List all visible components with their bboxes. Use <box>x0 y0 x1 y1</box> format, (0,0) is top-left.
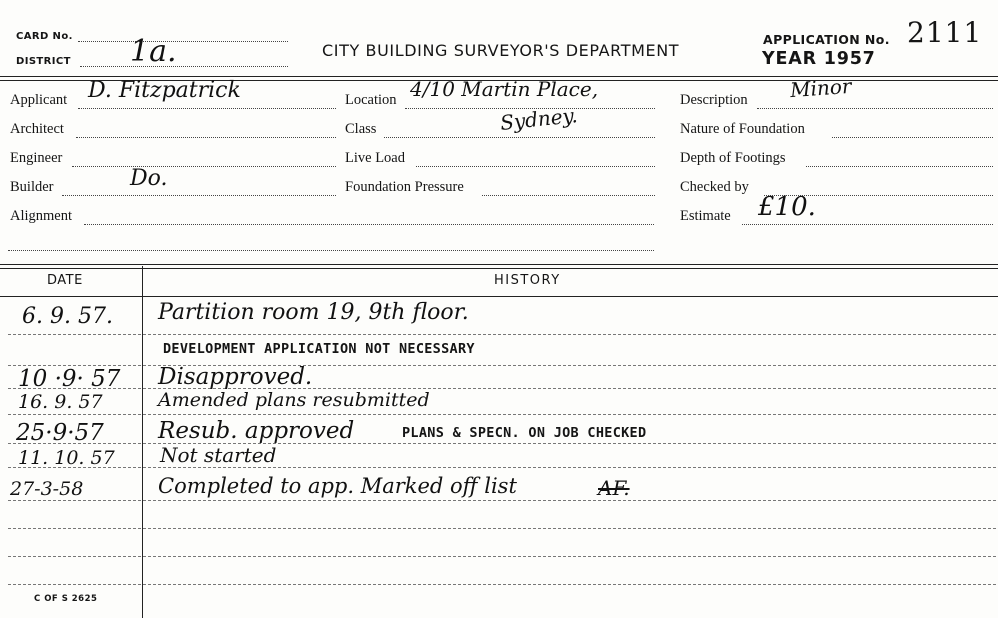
table-column-divider <box>142 266 143 618</box>
ruled-line <box>8 500 996 501</box>
table-row-history: Disapproved. <box>158 364 313 390</box>
ruled-line <box>8 584 996 585</box>
builder-line <box>62 195 336 196</box>
table-row-date: 6. 9. 57. <box>22 304 113 329</box>
engineer-line <box>72 166 336 167</box>
card-no-label: CARD No. <box>16 31 73 42</box>
ruled-line <box>8 334 996 335</box>
builder-label: Builder <box>10 179 54 195</box>
initials-mark: AF. <box>598 476 630 500</box>
table-row-date: 16. 9. 57 <box>18 391 103 413</box>
table-row-date: 10 ·9· 57 <box>18 366 121 392</box>
table-row-history: Not started <box>160 443 277 467</box>
applicant-line <box>78 108 336 109</box>
alignment-label: Alignment <box>10 208 73 224</box>
estimate-line <box>742 224 993 225</box>
description-line <box>757 108 993 109</box>
foundation-pressure-line <box>482 195 655 196</box>
table-row-history: Resub. approved <box>158 418 355 444</box>
district-line <box>80 66 288 67</box>
checked-by-label: Checked by <box>680 179 749 195</box>
ruled-line <box>8 443 996 444</box>
table-row-history: Completed to app. Marked off list <box>158 474 517 498</box>
ruled-line <box>8 556 996 557</box>
plans-checked-stamp: PLANS & SPECN. ON JOB CHECKED <box>402 425 647 441</box>
class-line <box>384 137 655 138</box>
engineer-label: Engineer <box>10 150 63 166</box>
card-no-line <box>78 41 288 42</box>
live-load-line <box>416 166 655 167</box>
header-underline <box>0 296 998 297</box>
table-top-rule <box>0 264 998 265</box>
development-stamp: DEVELOPMENT APPLICATION NOT NECESSARY <box>163 341 475 357</box>
live-load-label: Live Load <box>345 150 405 166</box>
description-label: Description <box>680 92 748 108</box>
application-no-label: APPLICATION No. <box>763 32 890 47</box>
extra-line <box>8 250 654 251</box>
ruled-line <box>8 388 996 389</box>
estimate-value: £10. <box>758 192 816 222</box>
ruled-line <box>8 365 996 366</box>
estimate-label: Estimate <box>680 208 731 224</box>
location-value-2: Sydney. <box>498 103 579 135</box>
table-row-date: 11. 10. 57 <box>18 447 115 469</box>
form-code: C OF S 2625 <box>34 594 98 604</box>
ruled-line <box>8 467 996 468</box>
depth-of-footings-label: Depth of Footings <box>680 150 786 166</box>
ruled-line <box>8 528 996 529</box>
table-top-rule-thin <box>0 268 998 269</box>
department-title: CITY BUILDING SURVEYOR'S DEPARTMENT <box>322 41 680 60</box>
table-row-history: Partition room 19, 9th floor. <box>158 300 469 325</box>
alignment-line <box>84 224 654 225</box>
history-header: HISTORY <box>494 273 561 288</box>
location-value-1: 4/10 Martin Place, <box>410 77 599 101</box>
builder-value: Do. <box>130 166 168 191</box>
nature-line <box>832 137 993 138</box>
applicant-label: Applicant <box>10 92 68 108</box>
foundation-pressure-label: Foundation Pressure <box>345 179 464 195</box>
architect-line <box>76 137 336 138</box>
district-value: 1a. <box>130 34 177 69</box>
year-label: YEAR 1957 <box>762 49 876 69</box>
table-row-history: Amended plans resubmitted <box>158 389 430 411</box>
table-row-date: 27-3-58 <box>10 478 84 500</box>
ruled-line <box>8 414 996 415</box>
district-label: DISTRICT <box>16 56 71 67</box>
date-header: DATE <box>47 273 83 288</box>
class-label: Class <box>345 121 377 137</box>
table-row-date: 25·9·57 <box>16 420 104 446</box>
nature-of-foundation-label: Nature of Foundation <box>680 121 805 137</box>
location-label: Location <box>345 92 397 108</box>
description-value: Minor <box>789 73 853 103</box>
depth-line <box>806 166 993 167</box>
architect-label: Architect <box>10 121 64 137</box>
application-number: 2111 <box>907 16 983 49</box>
applicant-value: D. Fitzpatrick <box>88 78 241 103</box>
